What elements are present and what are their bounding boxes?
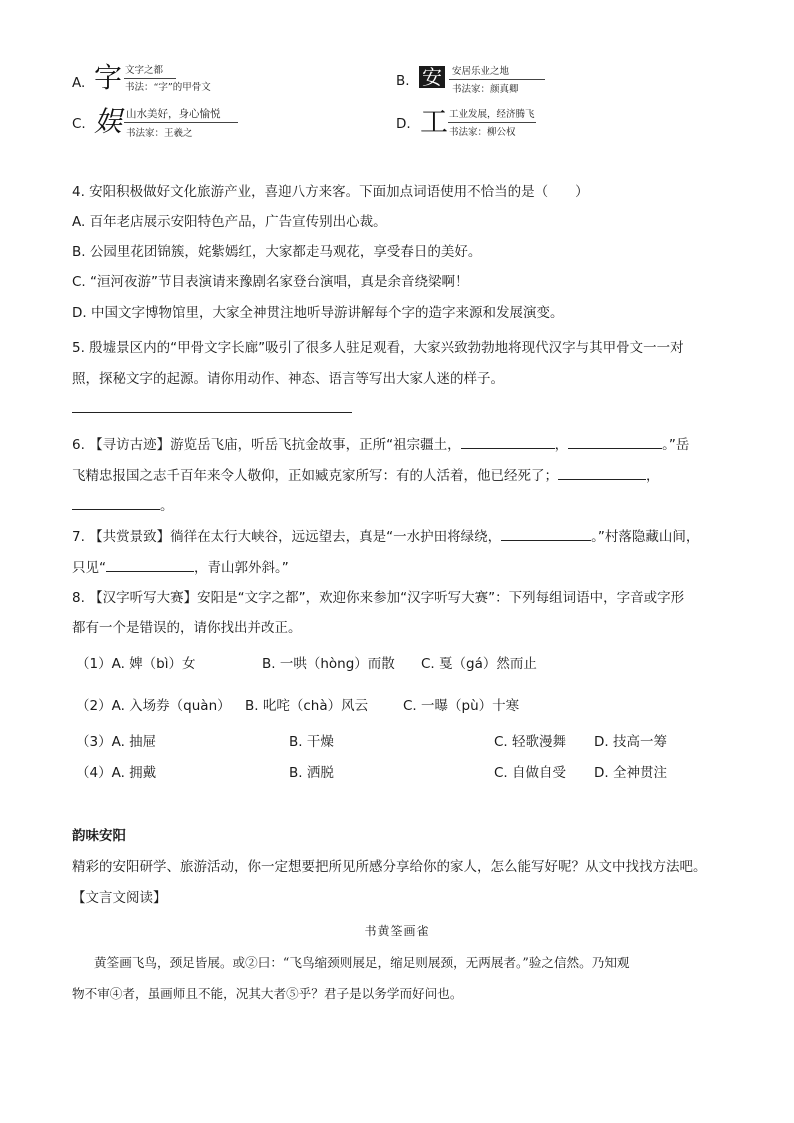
q8-g4-option-b[interactable]: B. 洒脱 — [289, 765, 334, 781]
q8-g4-option-c[interactable]: C. 自做自受 — [494, 765, 567, 781]
q6-text: 。”岳 — [662, 437, 690, 453]
option-d-caption-bottom: 书法家：柳公权 — [449, 127, 516, 138]
q8-g1-option-c[interactable]: C. 戛（gá）然而止 — [421, 656, 537, 672]
q7-text: 7. 【共赏景致】徜徉在太行大峡谷，远远望去，真是“一水护田将绿绕， — [72, 529, 502, 545]
oracle-zi-glyph-icon: 字 — [94, 61, 123, 94]
classical-title: 书黄筌画雀 — [364, 924, 430, 938]
q6-line2 — [72, 465, 660, 486]
q7-text: 只见“ — [72, 560, 106, 576]
option-d-caption-top: 工业发展，经济腾飞 — [449, 109, 535, 120]
q7-line2 — [72, 557, 289, 578]
q6-text: ， — [646, 468, 660, 484]
q6-blank-1[interactable] — [461, 434, 555, 449]
section-title: 韵味安阳 — [72, 828, 126, 844]
q8-g2-option-a[interactable]: （2）A. 入场券（quàn） — [76, 698, 231, 714]
option-letter: A. — [72, 75, 86, 91]
calligraphy-gong-glyph-icon: 工 — [420, 105, 449, 138]
q8-g4-option-a[interactable]: （4）A. 拥戴 — [76, 765, 157, 781]
option-a-caption-bottom: 书法：“字”的甲骨文 — [125, 82, 211, 93]
option-a-caption-top: 文字之都 — [125, 65, 164, 76]
classical-line1: 黄筌画飞鸟，颈足皆展。或②曰：“飞鸟缩颈则展足，缩足则展颈，无两展者。”验之信然。乃知观 — [94, 955, 630, 970]
q8-g3-option-a[interactable]: （3）A. 抽屉 — [76, 734, 157, 750]
q4-option-c[interactable]: C. “洹河夜游”节目表演请来豫剧名家登台演唱，真是余音绕梁啊！ — [72, 274, 469, 290]
q5-answer-line[interactable] — [72, 412, 352, 413]
q6-text: 。 — [160, 498, 174, 514]
option-c-caption-bottom: 书法家：王羲之 — [126, 128, 193, 139]
q6-line1 — [72, 434, 689, 455]
q6-blank-4[interactable] — [72, 495, 160, 510]
q5-stem-line2: 照，探秘文字的起源。请你用动作、神态、语言等写出大家人迷的样子。 — [72, 371, 504, 387]
q8-stem-line2: 都有一个是错误的，请你找出并改正。 — [72, 620, 302, 636]
calligraphy-yu-glyph-icon: 娱 — [94, 105, 123, 138]
q7-text: 。”村落隐藏山间， — [591, 529, 700, 545]
q4-option-b[interactable]: B. 公园里花团锦簇，姹紫嫣红，大家都走马观花，享受春日的美好。 — [72, 244, 482, 260]
option-b-caption-top: 安居乐业之地 — [452, 66, 510, 77]
q8-g1-option-a[interactable]: （1）A. 婢（bì）女 — [76, 656, 196, 672]
q8-g1-option-b[interactable]: B. 一哄（hòng）而散 — [262, 656, 395, 672]
q6-blank-3[interactable] — [558, 465, 646, 480]
option-letter: C. — [72, 116, 86, 132]
q8-g3-option-b[interactable]: B. 干燥 — [289, 734, 334, 750]
q4-option-a[interactable]: A. 百年老店展示安阳特色产品，广告宣传别出心裁。 — [72, 214, 387, 230]
q8-g2-option-b[interactable]: B. 叱咤（chà）风云 — [245, 698, 369, 714]
classical-line2: 物不审④者，虽画师且不能，况其大者⑤乎？君子是以务学而好问也。 — [72, 986, 463, 1001]
q4-stem: 4. 安阳积极做好文化旅游产业，喜迎八方来客。下面加点词语使用不恰当的是（ ） — [72, 184, 589, 200]
q6-text: 6. 【寻访古迹】游览岳飞庙，听岳飞抗金故事，正所“祖宗疆土， — [72, 437, 461, 453]
section-intro: 精彩的安阳研学、旅游活动，你一定想要把所见所感分享给你的家人，怎么能写好呢？从文中找找方法吧。 — [72, 859, 707, 875]
q8-g2-option-c[interactable]: C. 一曝（pù）十寒 — [403, 698, 520, 714]
calligraphy-an-glyph: 安 — [422, 65, 442, 89]
q4-option-d[interactable]: D. 中国文字博物馆里，大家全神贯注地听导游讲解每个字的造字来源和发展演变。 — [72, 305, 564, 321]
q8-g3-option-c[interactable]: C. 轻歌漫舞 — [494, 734, 567, 750]
option-b-caption-bottom: 书法家：颜真卿 — [452, 84, 519, 95]
q8-g3-option-d[interactable]: D. 技高一筹 — [594, 734, 667, 750]
q7-blank-2[interactable] — [106, 557, 194, 572]
option-letter: B. — [396, 73, 410, 89]
q7-line1 — [72, 526, 699, 547]
option-letter: D. — [396, 116, 411, 132]
q6-text: ， — [554, 437, 569, 453]
q6-text: 飞精忠报国之志千百年来令人敬仰，正如臧克家所写：有的人活着，他已经死了； — [72, 468, 558, 484]
q7-text: ，青山郭外斜。” — [194, 560, 289, 576]
q8-g4-option-d[interactable]: D. 全神贯注 — [594, 765, 667, 781]
q6-line3 — [72, 495, 174, 516]
section-label: 【文言文阅读】 — [72, 890, 167, 906]
q5-stem-line1: 5. 殷墟景区内的“甲骨文字长廊”吸引了很多人驻足观看，大家兴致勃勃地将现代汉字与其甲骨文一一对 — [72, 340, 684, 356]
q7-blank-1[interactable] — [501, 526, 591, 541]
q6-blank-2[interactable] — [568, 434, 662, 449]
q8-stem-line1: 8. 【汉字听写大赛】安阳是“文字之都”，欢迎你来参加“汉字听写大赛”：下列每组词语中，字音或字形 — [72, 590, 685, 606]
option-c-caption-top: 山水美好，身心愉悦 — [126, 108, 221, 120]
